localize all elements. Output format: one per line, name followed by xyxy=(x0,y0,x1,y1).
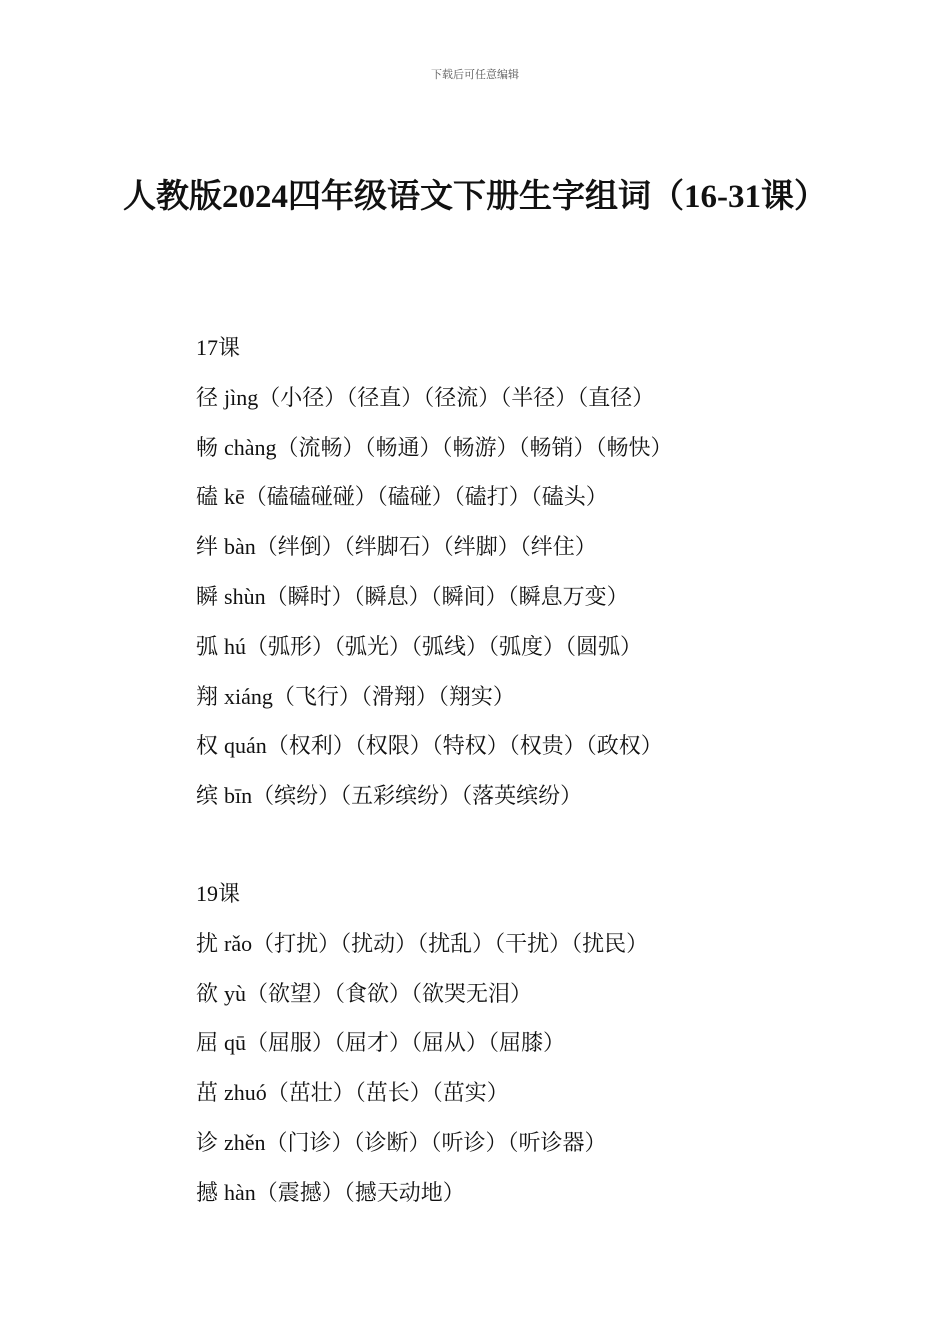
vocab-character: 权 xyxy=(196,733,219,759)
vocab-entry xyxy=(196,721,876,771)
vocab-entry xyxy=(196,472,876,522)
vocab-character: 瞬 xyxy=(196,583,219,609)
vocab-words: （飞行）（滑翔）（翔实） xyxy=(272,683,515,709)
vocab-entry xyxy=(196,622,876,672)
lesson-heading: 19课 xyxy=(196,880,241,906)
vocab-pinyin: chàng xyxy=(224,434,277,460)
vocab-pinyin: xiáng xyxy=(224,683,273,709)
vocab-entry xyxy=(196,919,876,969)
vocab-entry xyxy=(196,1118,876,1168)
vocab-character: 茁 xyxy=(196,1080,219,1106)
vocab-character: 扰 xyxy=(196,930,219,956)
vocab-words: （震撼）（撼天动地） xyxy=(255,1179,465,1205)
vocab-entry xyxy=(196,1068,876,1118)
vocab-character: 诊 xyxy=(196,1129,219,1155)
vocab-entry xyxy=(196,969,876,1019)
vocab-pinyin: bàn xyxy=(224,534,256,560)
vocab-pinyin: qū xyxy=(224,1030,247,1056)
vocab-character: 径 xyxy=(196,384,219,410)
header-note: 下载后可任意编辑 xyxy=(431,69,519,81)
vocab-pinyin: hàn xyxy=(224,1179,256,1205)
vocab-character: 畅 xyxy=(196,434,219,460)
vocab-words: （小径）（径直）（径流）（半径）（直径） xyxy=(258,384,655,410)
vocab-words: （打扰）（扰动）（扰乱）（干扰）（扰民） xyxy=(252,930,649,956)
lesson-heading: 17课 xyxy=(196,335,241,360)
vocab-character: 翔 xyxy=(196,683,219,709)
vocab-character: 弧 xyxy=(196,633,219,659)
vocab-entry xyxy=(196,522,876,572)
vocab-words: （茁壮）（茁长）（茁实） xyxy=(266,1080,509,1106)
vocab-pinyin: rǎo xyxy=(224,930,253,956)
vocab-words: （欲望）（食欲）（欲哭无泪） xyxy=(246,980,533,1006)
vocab-pinyin: kē xyxy=(224,484,245,510)
vocab-entry xyxy=(196,672,876,722)
vocab-words: （缤纷）（五彩缤纷）（落英缤纷） xyxy=(252,783,583,809)
vocab-words: （屈服）（屈才）（屈从）（屈膝） xyxy=(246,1030,566,1056)
vocab-entry xyxy=(196,423,876,473)
vocab-words: （流畅）（畅通）（畅游）（畅销）（畅快） xyxy=(276,434,673,460)
vocab-entry xyxy=(196,1168,876,1218)
vocab-pinyin: shùn xyxy=(224,583,266,609)
vocab-character: 绊 xyxy=(196,534,219,560)
vocab-character: 缤 xyxy=(196,783,219,809)
vocab-character: 磕 xyxy=(196,484,219,510)
vocab-pinyin: quán xyxy=(224,733,267,759)
vocab-pinyin: zhěn xyxy=(224,1129,266,1155)
vocab-character: 欲 xyxy=(196,980,219,1006)
vocab-pinyin: yù xyxy=(224,980,247,1006)
vocab-pinyin: bīn xyxy=(224,783,253,809)
vocab-entry xyxy=(196,771,876,821)
vocab-entry xyxy=(196,373,876,423)
vocab-words: （绊倒）（绊脚石）（绊脚）（绊住） xyxy=(255,534,597,560)
vocab-character: 屈 xyxy=(196,1030,219,1056)
document-body xyxy=(196,323,876,1218)
vocab-pinyin: hú xyxy=(224,633,247,659)
lesson-section xyxy=(196,323,876,821)
vocab-pinyin: jìng xyxy=(224,384,259,410)
vocab-pinyin: zhuó xyxy=(224,1080,267,1106)
vocab-words: （权利）（权限）（特权）（权贵）（政权） xyxy=(266,733,663,759)
vocab-words: （磕磕碰碰）（磕碰）（磕打）（磕头） xyxy=(244,484,608,510)
lesson-section xyxy=(196,869,876,1218)
document-title: 人教版2024四年级语文下册生字组词（16-31课） xyxy=(123,179,827,215)
vocab-words: （瞬时）（瞬息）（瞬间）（瞬息万变） xyxy=(265,583,629,609)
vocab-entry xyxy=(196,1018,876,1068)
vocab-words: （门诊）（诊断）（听诊）（听诊器） xyxy=(265,1129,607,1155)
vocab-entry xyxy=(196,572,876,622)
vocab-words: （弧形）（弧光）（弧线）（弧度）（圆弧） xyxy=(246,633,643,659)
vocab-character: 撼 xyxy=(196,1179,219,1205)
